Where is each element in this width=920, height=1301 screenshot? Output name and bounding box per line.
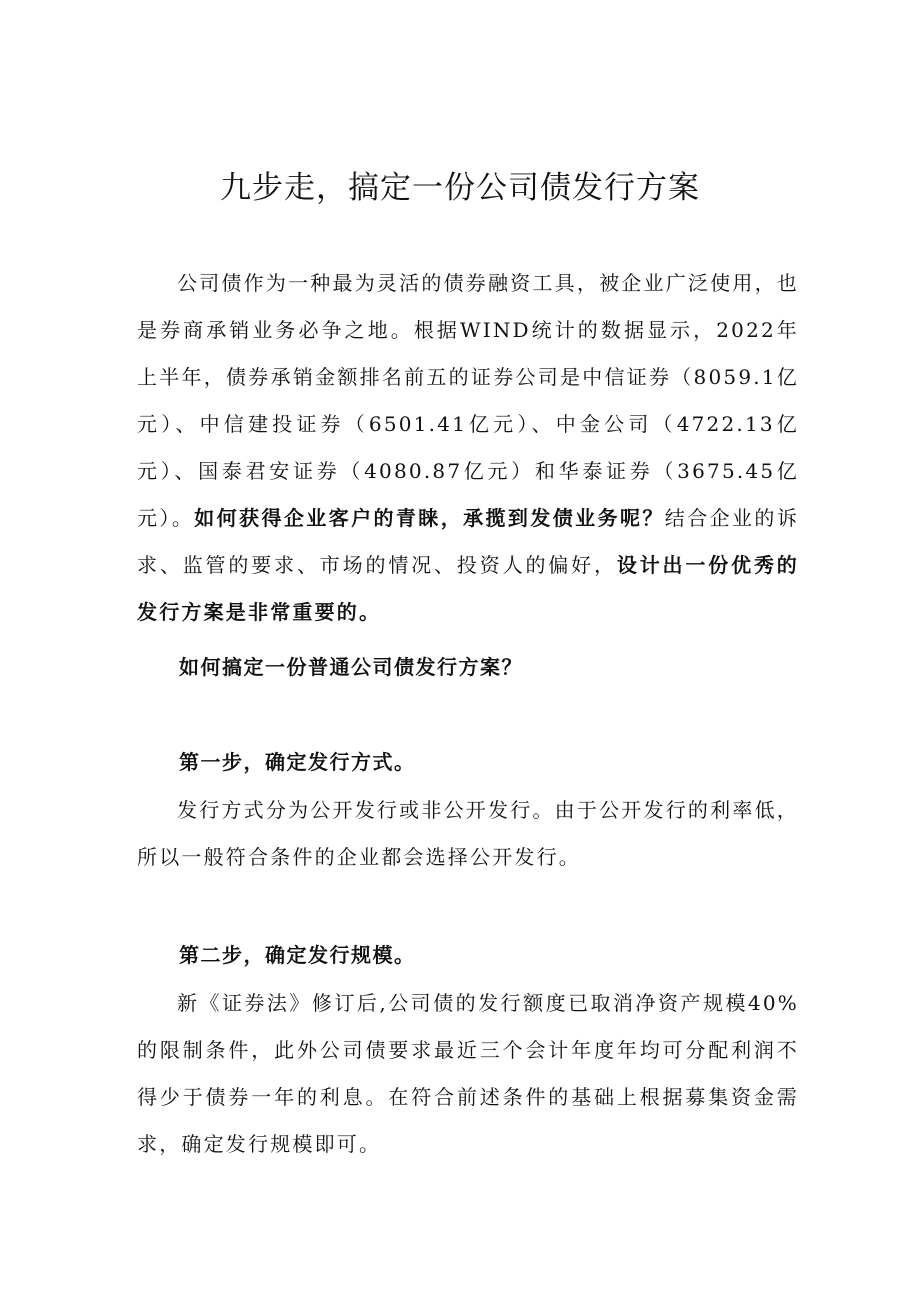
intro-paragraph [137,260,799,636]
step-1-heading: 第一步，确定发行方式。 [179,750,416,774]
step-2-heading: 第二步，确定发行规模。 [179,943,416,967]
intro-text-b: 结合企业的诉求、监管的要求、市场的情况、投资人的偏好， [137,506,800,577]
step-1-paragraph: 发行方式分为公开发行或非公开发行。由于公开发行的利率低，所以一般符合条件的企业都会选择公开发行。 [137,798,799,869]
intro-bold-question: 如何获得企业客户的青睐，承揽到发债业务呢？ [194,506,665,530]
document-title: 九步走，搞定一份公司债发行方案 [220,170,700,206]
step-2-paragraph: 新《证券法》修订后,公司债的发行额度已取消净资产规模40%的限制条件，此外公司债要求最近三个会计年度年均可分配利润不得少于债券一年的利息。在符合前述条件的基础上根据募集资金需求，确定发行规模即可。 [137,991,799,1156]
intro-bold-conclusion: 设计出一份优秀的发行方案是非常重要的。 [137,553,799,624]
question-heading: 如何搞定一份普通公司债发行方案？ [179,655,523,679]
intro-text-a: 公司债作为一种最为灵活的债券融资工具，被企业广泛使用，也是券商承销业务必争之地。根据WIND统计的数据显示，2022年上半年，债券承销金额排名前五的证券公司是中信证券（8059.1亿元）、中信建投证券（6501.41亿元）、中金公司（4722.13亿元）、国泰君安证券（4080.87亿元）和华泰证券（3675.45亿元）。 [137,271,799,530]
